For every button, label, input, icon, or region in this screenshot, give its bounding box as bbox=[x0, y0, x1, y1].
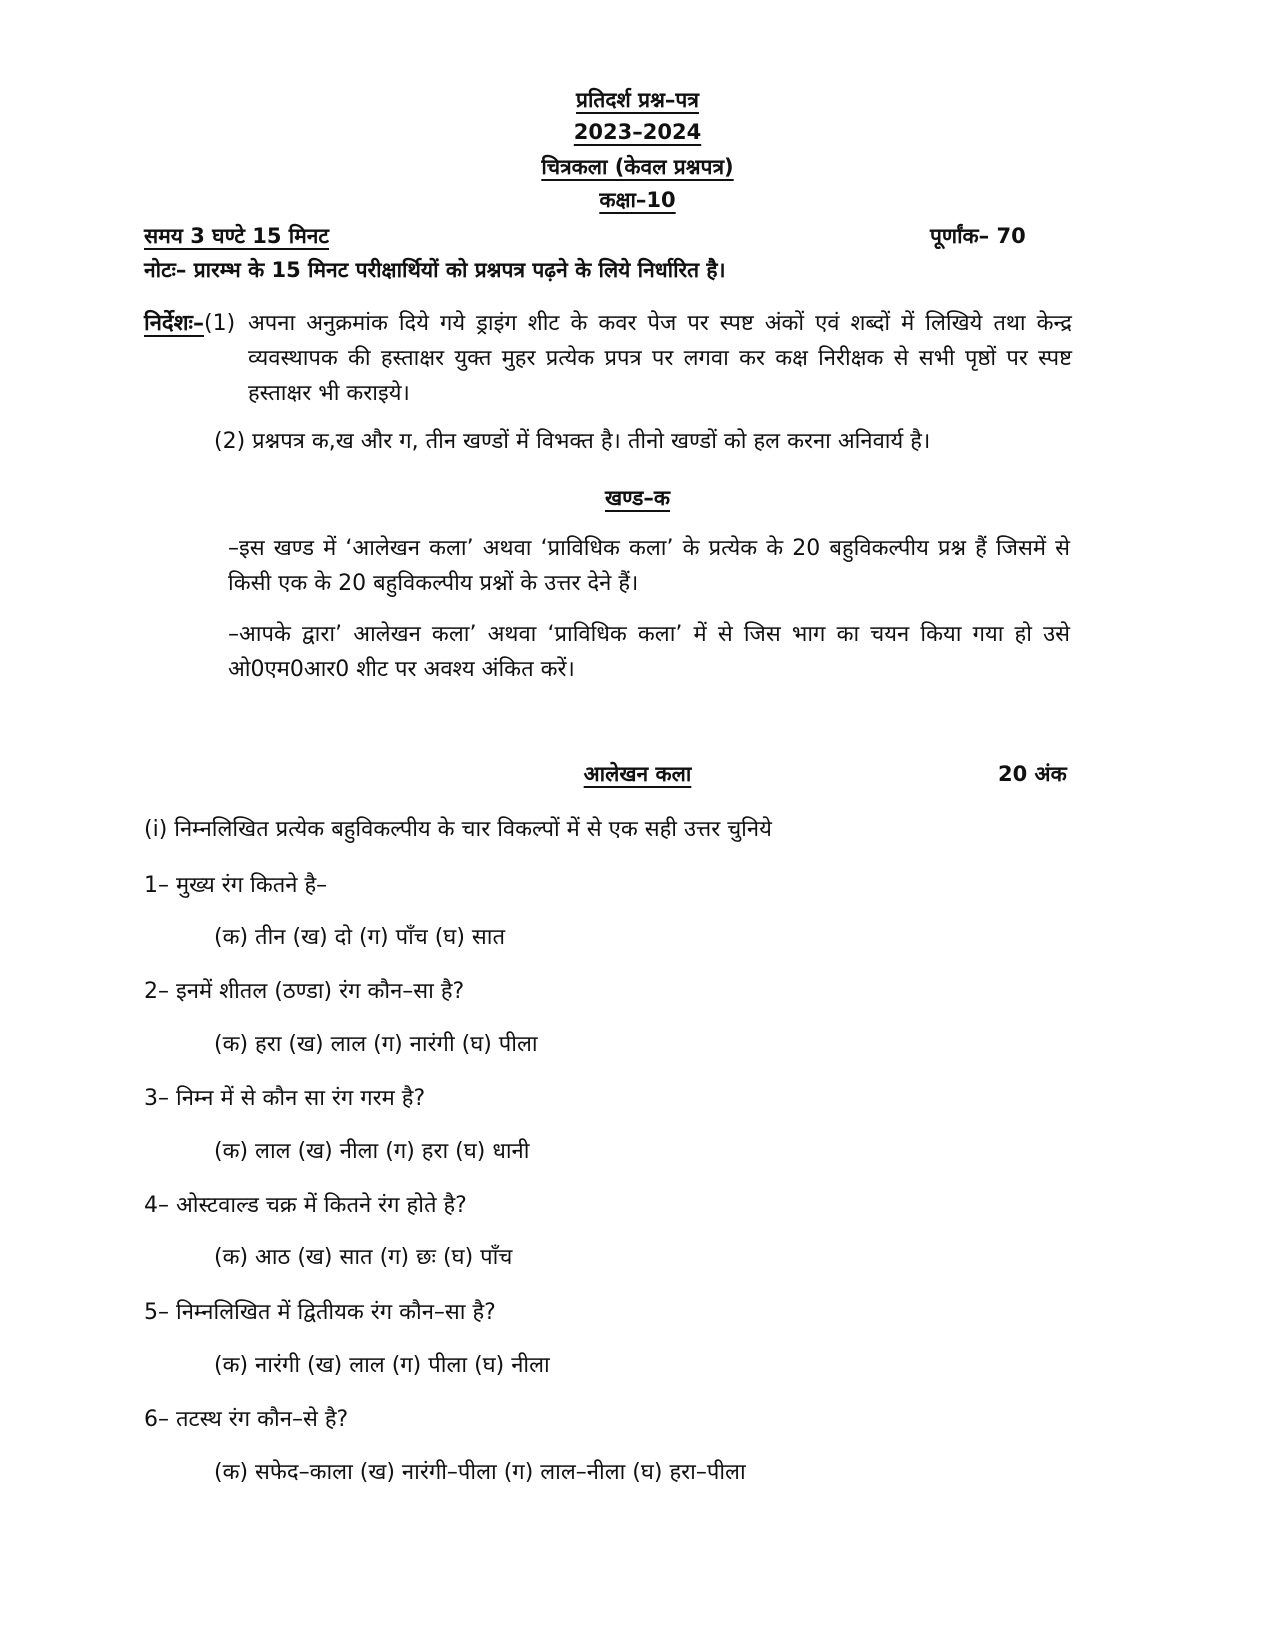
question-1: 1– मुख्य रंग कितने है– bbox=[144, 873, 328, 898]
section-title: खण्ड–क bbox=[604, 486, 671, 510]
question-6: 6– तटस्थ रंग कौन–से है? bbox=[144, 1407, 349, 1432]
instructions-label: निर्देशः–(1) bbox=[144, 311, 236, 336]
question-2-options: (क) हरा (ख) लाल (ग) नारंगी (घ) पीला bbox=[214, 1032, 538, 1057]
question-4: 4– ओस्टवाल्ड चक्र में कितने रंग होते है? bbox=[144, 1193, 467, 1218]
part-marks: 20 अंक bbox=[998, 762, 1067, 786]
time-allowed: समय 3 घण्टे 15 मिनट bbox=[144, 224, 329, 248]
academic-year: 2023–2024 bbox=[573, 120, 702, 144]
paper-title: प्रतिदर्श प्रश्न–पत्र bbox=[576, 88, 699, 112]
question-2: 2– इनमें शीतल (ठण्डा) रंग कौन–सा है? bbox=[144, 979, 465, 1004]
subject-title: चित्रकला (केवल प्रश्नपत्र) bbox=[541, 155, 734, 179]
section-note-1: –इस खण्ड में ‘आलेखन कला’ अथवा ‘प्राविधिक कला’ के प्रत्येक के 20 बहुविकल्पीय प्रश्न हैं जिसमें से किसी एक के 20 बहुविकल्पीय प्रश्नों के उत्तर देने हैं। bbox=[228, 536, 1070, 596]
part-title: आलेखन कला bbox=[583, 762, 692, 786]
question-4-options: (क) आठ (ख) सात (ग) छः (घ) पाँच bbox=[214, 1245, 513, 1270]
question-3: 3– निम्न में से कौन सा रंग गरम है? bbox=[144, 1086, 426, 1111]
max-marks: पूर्णांक– 70 bbox=[930, 224, 1026, 248]
question-3-options: (क) लाल (ख) नीला (ग) हरा (घ) धानी bbox=[214, 1139, 530, 1164]
instruction-item-1: अपना अनुक्रमांक दिये गये ड्राइंग शीट के कवर पेज पर स्पष्ट अंकों एवं शब्दों में लिखिये तथा केन्द्र व्यवस्थापक की हस्ताक्षर युक्त मुहर प्रत्येक प्रपत्र पर लगवा कर कक्ष निरीक्षक से सभी पृष्ठों पर स्पष्ट हस्ताक्षर भी कराइये। bbox=[248, 311, 1072, 406]
class-label: कक्षा–10 bbox=[599, 188, 676, 212]
question-5: 5– निम्नलिखित में द्वितीयक रंग कौन–सा है? bbox=[144, 1300, 496, 1325]
instruction-item-2: (2) प्रश्नपत्र क,ख और ग, तीन खण्डों में विभक्त है। तीनो खण्डों को हल करना अनिवार्य है। bbox=[214, 429, 931, 454]
question-6-options: (क) सफेद–काला (ख) नारंगी–पीला (ग) लाल–नीला (घ) हरा–पीला bbox=[214, 1460, 746, 1485]
question-5-options: (क) नारंगी (ख) लाल (ग) पीला (घ) नीला bbox=[214, 1353, 550, 1378]
part-instruction: (i) निम्नलिखित प्रत्येक बहुविकल्पीय के चार विकल्पों में से एक सही उत्तर चुनिये bbox=[144, 817, 772, 842]
reading-time-note: नोटः– प्रारम्भ के 15 मिनट परीक्षार्थियों को प्रश्नपत्र पढ़ने के लिये निर्धारित है। bbox=[144, 258, 726, 282]
section-note-2: –आपके द्वारा’ आलेखन कला’ अथवा ‘प्राविधिक कला’ में से जिस भाग का चयन किया गया हो उसे ओ0एम0आर0 शीट पर अवश्य अंकित करें। bbox=[228, 622, 1070, 682]
question-1-options: (क) तीन (ख) दो (ग) पाँच (घ) सात bbox=[214, 925, 505, 950]
